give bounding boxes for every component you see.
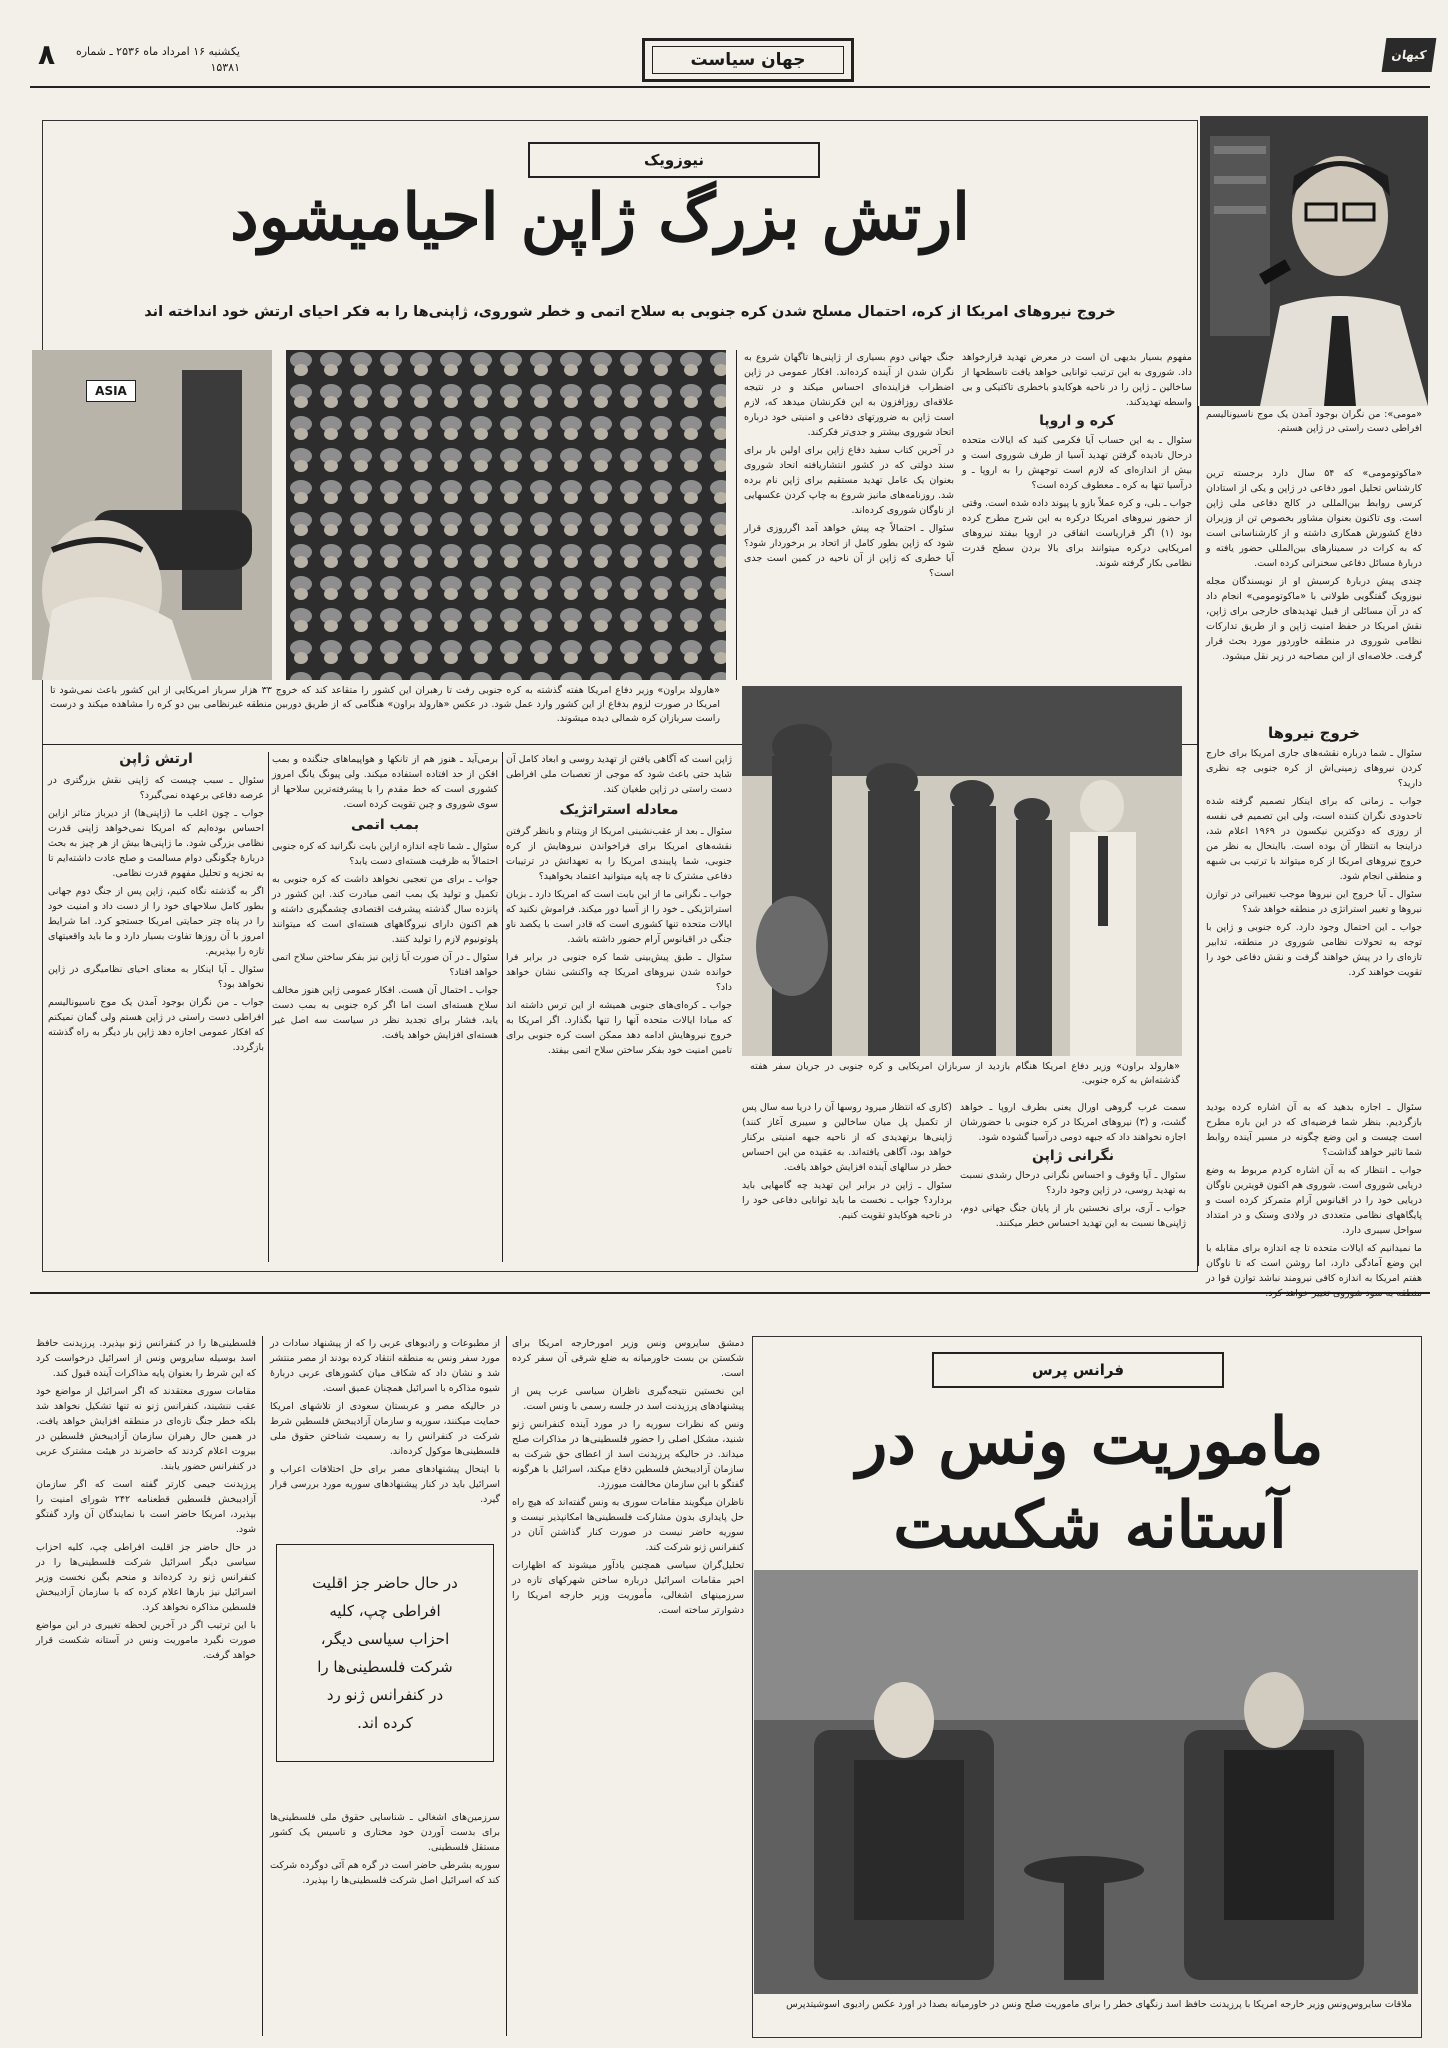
subhead-strategic-equation: معادله استراتژیک [559,802,679,818]
japan-col-h: (کاری که انتظار میرود روسها آن را دریا سه سال پس از تکمیل پل میان ساخالین و سیبری آغاز کنند) ژاپنی‌ها برتهدیدی که از ناحیه جبهه امنیتی برکنار خواهد بود، آگاهی یافته‌اند. به عقیده من این احساس خطر در سالهای آینده افزایش خواهد یافت. سئوال ـ ژاپن در برابر این تهدید چه گامهایی باید بردارد؟ جواب ـ نخست ما باید توانایی دفاعی خود را در ناحیه هوکایدو تقویت کنیم. [742,1102,952,1221]
vance-col-2b: سرزمین‌های اشغالی ـ شناسایی حقوق ملی فلسطینی‌ها برای بدست آوردن خود مختاری و تاسیس یک کشور مستقل فلسطینی. سوریه بشرطی حاضر است در گره هم آئی دوگرده شرکت کند که اسرائیل اصل شرکت فلسطینی‌ها را بپذیرد. [270,1812,500,1886]
subhead-exit-forces: خروج نیروها [1268,724,1360,742]
masthead-rule [30,86,1430,88]
mumi-portrait-photo [1200,116,1428,406]
japanese-soldiers-photo [286,350,726,680]
vance-col-2: از مطبوعات و رادیوهای عربی را که از پیشنهاد سادات در مورد سفر ونس به منطقه انتقاد کرده بودند از مصر منتشر شد و نشان داد که شکاف میان کشورهای عربی دربارهٔ شیوه مذاکره با اسرائیل همچنان عمیق است. در حالیکه مصر و عربستان سعودی از تلاشهای امریکا حمایت میکنند، سوریه و سازمان آزادیبخش فلسطین شرط شرکت در کنفرانس را به رسمیت شناختن حقوق ملی فلسطینی‌ها موکول کرده‌اند. با اینحال پیشنهادهای مصر برای حل اختلافات اعراب و اسرائیل باید در کنار پیشنهادهای سوریه مورد بررسی قرار گیرد. [270,1338,500,1505]
harold-brown-binocular-photo [32,350,272,680]
japan-col-g: ارتش ژاپن سئوال ـ سبب چیست که ژاپنی نقش بزرگتری در عرصه دفاعی برعهده نمی‌گیرد؟ جواب ـ چون اغلب ما (ژاپنی‌ها) از دیرباز متاثر ازاین احساس بوده‌ایم که امریکا نمی‌خواهد ژاپنی قدرت نظامی بزرگی شود. ما ژاپنی‌ها بیش از هر چیز به بحث دربارهٔ چگونگی دوام مسالمت و صلح عادت داشته‌ایم تا به تجزیه و تحلیل مفهوم قدرت نظامی. اگر به گذشته نگاه کنیم، ژاپن پس از جنگ دوم جهانی بطور کامل سلاحهای خود را از دست داد و امنیت خود را در پناه چتر حمایتی امریکا جستجو کرد. اما شرایط امروز با آن روزها تفاوت بسیار دارد و ما باید واقعیتهای تازه را بپذیریم. سئوال ـ آیا اینکار به معنای احیای نظامیگری در ژاپن نخواهد بود؟ جواب ـ من نگران بوجود آمدن یک موج ناسیونالیسم افراطی دست راستی در ژاپن هستم ولی گمان نمیکنم که افکار عمومی اجازه دهد ژاپن بار دیگر به راه گذشته بازگردد. [48,751,264,1053]
section-divider [30,1292,1430,1294]
meeting-illustration [754,1570,1418,1994]
vance-source-label [932,1352,1224,1388]
column-rule [262,1336,263,2036]
section-title: جهان سیاست [652,46,844,74]
vance-col-1: دمشق سایروس ونس وزیر امورخارجه امریکا برای شکستن بن بست خاورمیانه به ضلع شرقی آن سفر کرده است. این نخستین نتیجه‌گیری ناظران سیاسی عرب پس از پیشنهادهای پرزیدنت اسد در جلسه رسمی با ونس است. ونس که نظرات سوریه را در مورد آینده کنفرانس ژنو شنید، مشکل اصلی را حضور فلسطینی‌ها در مذاکرات صلح میداند. در حالیکه پرزیدنت اسد از اعطای حق شرکت به سازمان آزادیبخش فلسطین دفاع میکند، اسرائیل با هرگونه گفتگو با این سازمان مخالفت میورزد. ناظران میگویند مقامات سوری به ونس گفته‌اند که هیچ راه حل پایداری بدون مشارکت فلسطینی‌ها امکانپذیر نیست و سوریه حاضر نیست در صورت کنار گذاشتن آنان در کنفرانس ژنو شرکت کند. تحلیل‌گران سیاسی همچنین یادآور میشوند که اظهارات اخیر مقامات اسرائیل درباره ساختن شهرکهای تازه در سرزمینهای اشغالی، مأموریت وزیر خارجه امریکا را دشوارتر ساخته است. [512,1338,744,1616]
japan-col-j: سئوال ـ اجازه بدهید که به آن اشاره کرده بودید بازگردیم. بنظر شما فرضیه‌ای که در این باره مطرح است چیست و این وضع چگونه در مسیر آینده روابط شما تاثیر خواهد گذاشت؟ جواب ـ انتظار که به آن اشاره کردم مربوط به وضع دریایی شوروی است. شوروی هم اکنون قویترین ناوگان دریایی خود را در اقیانوس آرام متمرکز کرده است و پایگاههای نظامی متعددی در ولادی وستک و در امتداد سواحل سیبری دارد. ما نمیدانیم که ایالات متحده تا چه اندازه برای مقابله با این وضع آمادگی دارد، اما روشن است که تا ناوگان هفتم امریکا به اندازه کافی نیرومند نباشد توازن قوا در [1206,1102,1422,1284]
mumi-portrait-caption: «مومی»: من نگران بوجود آمدن یک موج ناسیونالیسم افراطی دست راستی در ژاپن هستم. [1206,409,1422,434]
vance-photo-caption: ملاقات سایروس‌ونس وزیر خارجه امریکا با پرزیدنت حافظ اسد زنگهای خطر را برای ماموریت صلح ونس در خاورمیانه بصدا در اورد عکس رادیوی اسوشیتدپرس [786,1999,1412,2010]
japan-source-label [528,142,820,178]
japan-col-a: «ماکوتومومی» که ۵۴ سال دارد برجسته ترین کارشناس تحلیل امور دفاعی در ژاپن و یکی از استادان کرسی روابط بین‌المللی در کالج دفاعی ملی ژاپن است. وی تاکنون بعنوان مشاور بخصوص تن از وزیران دفاع کشورش همکاری داشته و از کارشناسانی است که به کرات در سمینارهای بین‌المللی حضور یافته و دربارهٔ مسائل دفاعی سخنرانی کرده است. چندی پیش دربارهٔ کرسیش او از نویسندگان مجله نیوزویک گفتگویی طولانی با «ماکوتومومی» انجام داد که در آن مسائلی از قبیل تهدیدهای خارجی برای ژاپن، نقش امریکا در حفظ امنیت ژاپن و از طریق تدارکات نظامی شوروی در منطقه خاوردور مورد بحث قرار گرفت. خلاصه‌ای از این مصاحبه در زیر نقل میشود. [1206,468,1423,662]
japan-col-i: سمت غرب گروهی اورال یعنی بطرف اروپا ـ خواهد گشت، و (۳) نیروهای امریکا در کره جنوبی با حضورشان اجازه نخواهند داد که جبهه دومی درآسیا گشوده شود. نگرانی ژاپن سئوال ـ آیا وقوف و احساس نگرانی درحال رشدی نسبت به تهدید روسی، در ژاپن وجود دارد؟ جواب ـ آری، برای نخستین بار از پایان جنگ جهانی دوم، ژاپنی‌ها نسبت به این تهدید احساس خطر میکنند. [960,1102,1186,1229]
date-line: یکشنبه ۱۶ امرداد ماه ۲۵۳۶ ـ شماره ۱۵۳۸۱ [75,45,240,74]
second-photo-caption: «هارولد براون» وزیر دفاع امریکا هنگام بازدید از سربازان امریکایی و کره جنوبی در جریان سفر هفته گذشته‌اش به کره جنوبی. [750,1061,1180,1086]
vance-source: فرانس پرس [1032,1361,1125,1379]
subhead-japan-concern: نگرانی ژاپن [1032,1148,1114,1164]
logo-text: کیهان [1390,48,1428,62]
japan-col-b: سئوال ـ شما درباره نقشه‌های جاری امریکا برای خارج کردن نیروهای زمینی‌اش از کره جنوبی چه نظری دارید؟ جواب ـ زمانی که برای اینکار تصمیم گرفته شده تاحدودی نگران کننده است، ولی این تصمیم فی نفسه از روزی که دوکترین نیکسون در ۱۹۶۹ اعلام شد، دراینجا به انتظار آن بوده است. بااینحال به نظر من خروج نیروهای امریکا از کره میتواند با ترتیب بی شبهه و منطقی انجام شود. سئوال ـ آیا خروج این نیروها موجب تغییراتی در توازن نیروها و تغییر استراتژی در منطقه خواهد شد؟ جواب ـ این احتمال وجود دارد. کره جنوبی و ژاپن با توجه به تحولات نظامی شوروی در منطقه، تدابیر تازه‌ای را در پیش خواهند گرفت و نقش دفاعی خود را تقویت خواهند کرد. [1206,748,1423,978]
japan-headline: ارتش بزرگ ژاپن احیامیشود [230,180,970,255]
soldiers-illustration [286,350,726,680]
column-rule [502,752,503,1262]
asia-badge: ASIA [86,380,136,402]
subhead-japan-army: ارتش ژاپن [119,751,193,767]
subhead-korea-europe: کره و اروپا [1039,413,1115,429]
section-label [642,38,854,82]
brown-soldiers-illustration [742,686,1182,1056]
japan-col-c: مفهوم بسیار بدیهی ان است در معرض تهدید قرارخواهد داد. شوروی به این ترتیب توانایی خواهد یافت تاسطحها از ساخالین ـ ژاپن را در ناحیه هوکایدو باخطری تاکتیکی و بی واسطه تهدیدکند. کره و اروپا سئوال ـ به این حساب آیا فکرمی کنید که ایالات متحده درحال نادیده گرفتن تهدید آسیا از طرف شوروی است و بیش از اندازه‌ای که لازم است توجهش را به اروپا ـ و درآسیا تنها به کره ـ معطوف کرده است؟ جواب ـ بلی، و کره عملاً بازو یا پیوند داده شده است. وقتی از حضور نیروهای امریکا درکره به این شرح مطرح کرده بود (۱) اگر قراریاست اتفاقی در اروپا بیفتد نیروهای امریکایی درکره میتوانند برای بالا بردن سطح قدرت نظامی بکار گرفته شوند. [962,352,1192,569]
newspaper-logo [1382,38,1437,72]
column-rule [736,350,737,680]
pull-quote-text: در حال حاضر جز اقلیت افراطی چپ، کلیه احزاب سیاسی دیگر، شرکت فلسطینی‌ها را در کنفرانس ژنو رد کرده اند. [312,1574,458,1732]
japan-col-e: ژاپن است که آگاهی یافتن از تهدید روسی و ابعاد کامل آن شاید حتی باعث شود که موجی از تعصبات ملی افراطی دست راستی در ژاپن طغیان کند. معادله استراتژیک سئوال ـ بعد از عقب‌نشینی امریکا از ویتنام و بانظر گرفتن نقشه‌های امریکا برای فراخواندن نیروهایش از کره جنوبی، شما پایبندی امریکا را به تعهداتش در ترتیبات دفاعی مشترک تا چه پایه میتوانید اعتماد بخواهید؟ جواب ـ نگرانی ما از این بابت است که امریکا دارد ـ بزبان استراتژیکی ـ خود را از آسیا دور میکند. فراموش نکنید که ایالات متحده تنها کشوری است که قادر است با یکصد ناو جنگی در اقیانوس آرام حضور داشته باشد. سئوال ـ طبق پیش‌بینی شما کره جنوبی در برابر فرا خوانده شدن نیروهای امریکا چه واکنشی نشان خواهد داد؟ جواب ـ کره‌ای‌های جنوبی همیشه از این ترس داشته اند که مبادا ایالات متحده آنها را تنها بگذارد. اگر امریکا به خروج نیروهایش ادامه دهد ممکن است کره جنوبی برای تامین امنیت خود بفکر ساختن سلاح اتمی بیفتد. [506,754,732,1056]
column-rule [268,752,269,1262]
page-number: ۸ [38,38,56,71]
main-photo-caption: «هارولد براون» وزیر دفاع امریکا هفته گذشته به کره جنوبی رفت تا رهبران این کشور را متقاعد کند که خروج ۳۳ هزار سرباز امریکایی از این کشور باعث نمی‌شود تا امریکا در صورت لزوم بدفاع از این کشور وارد عمل شود. در عکس «هارولد براون» هنگامی که از طریق دوربین منطقه غیرنظامی بین دو کره را مشاهده میکند و درست راست سربازان کره شمالی دیده میشوند. [50,685,720,724]
vance-headline-2: آستانه شکست [893,1488,1287,1563]
brown-with-soldiers-photo [742,686,1182,1056]
vance-assad-meeting-photo [754,1570,1418,1994]
japan-col-f: برمی‌آید ـ هنوز هم از تانکها و هواپیماهای جنگنده و بمب افکن از حد افتاده استفاده میکند. ولی پیونگ یانگ امروز کشوری است که خط مقدم را با پیشرفته‌ترین سلاحها از سوی شوروی و چین تقویت کرده است. بمب اتمی سئوال ـ شما تاچه اندازه ازاین بابت نگرانید که کره جنوبی احتمالاً به ظرفیت هسته‌ای دست یابد؟ جواب ـ برای من تعجبی نخواهد داشت که کره جنوبی به تکمیل و تولید یک بمب اتمی مبادرت کند. این کشور در پانزده سال گذشته پیشرفت اقتصادی چشمگیری داشته و هم اکنون دارای نیروگاههای هسته‌ای است که میتوانند پلوتونیوم لازم را تولید کنند. سئوال ـ در آن صورت آیا ژاپن نیز بفکر ساختن سلاح اتمی خواهد افتاد؟ جواب ـ احتمال آن هست. افکار عمومی ژاپن هنوز مخالف سلاح هسته‌ای است اما اگر کره جنوبی به بمب دست یابد، فشار برای تجدید نظر در سیاست سه اصل غیر هسته‌ای افزایش خواهد یافت. [272,754,498,1041]
japan-col-d: جنگ جهانی دوم بسیاری از ژاپنی‌ها تاگهان شروع به نگران شدن از آینده کرده‌اند. افکار عمومی در ژاپن اضطراب فزاینده‌ای احساس میکند و در نتیجه علاقه‌ای روزافزون به این فکرنشان میدهد که، لازم است ژاپن به ضرورتهای دفاعی و امنیتی خود درباره اتحاد شوروی بیشتر و جدی‌تر فکرکند. در آخرین کتاب سفید دفاع ژاپن برای اولین بار برای سند دولتی که در کشور انتشاریافته اتحاد شوروی بعنوان یک عامل تهدید مستقیم برای ژاپن نام برده شد. روزنامه‌های مانیز شروع به چاپ کردن عکسهایی از ناوگان شوروی کرده‌اند. سئوال ـ احتمالاً چه پیش خواهد آمد اگرروزی قرار شود که ژاپن بطور کامل از اتحاد بر برخوردار شود؟ آیا خطری که ژاپن از آن ناحیه در کمین است جدی است؟ [744,352,954,579]
vance-headline-1: ماموریت ونس در [856,1404,1324,1479]
mumi-portrait-illustration [1200,116,1428,406]
subhead-atomic-bomb: بمب اتمی [351,817,419,833]
vance-col-3: فلسطینی‌ها را در کنفرانس ژنو بپذیرد. پرزیدنت حافظ اسد بوسیله سایروس ونس از اسرائیل درخواست کرد که این شرط را بعنوان پایه مذاکرات آینده قبول کند. مقامات سوری معتقدند که اگر اسرائیل از مواضع خود عقب ننشیند، کنفرانس ژنو نه تنها تشکیل نخواهد شد بلکه خطر جنگ تازه‌ای در منطقه افزایش خواهد یافت. در همین حال رهبران سازمان آزادیبخش فلسطین در بیروت اعلام کردند که حاضرند در هیئت مشترک عربی در کنفرانس حضور یابند. پرزیدنت جیمی کارتر گفته است که اگر سازمان آزادیبخش فلسطین قطعنامه ۲۴۲ شورای امنیت را بپذیرد، امریکا حاضر است با نمایندگان آن وارد گفتگو شود. در حال حاضر جز اقلیت افراطی چپ، کلیه احزاب سیاسی دیگر اسرائیل شرکت فلسطینی‌ها را در کنفرانس ژنو رد کرده‌اند و منحم بگین نخست وزیر اسرائیل نیز بارها اعلام کرده که با سازمان آزادیبخش فلسطین مذاکره نخواهد کرد. با این ترتیب اگر در آخرین لحظه تغییری در این مواضع صورت نگیرد ماموریت ونس در آستانه شکست قرار خواهد گرفت. [36,1338,256,1661]
pull-quote-box [276,1544,494,1762]
japan-source: نیوزویک [643,151,705,169]
harold-brown-illustration [32,350,272,680]
japan-subheadline: خروج نیروهای امریکا از کره، احتمال مسلح شدن کره جنوبی به سلاح اتمی و خطر شوروی، ژاپنی‌ها را به فکر احیای ارتش خود انداخته اند [144,304,1116,320]
column-rule [506,1336,507,2036]
column-rule [1198,406,1199,1266]
